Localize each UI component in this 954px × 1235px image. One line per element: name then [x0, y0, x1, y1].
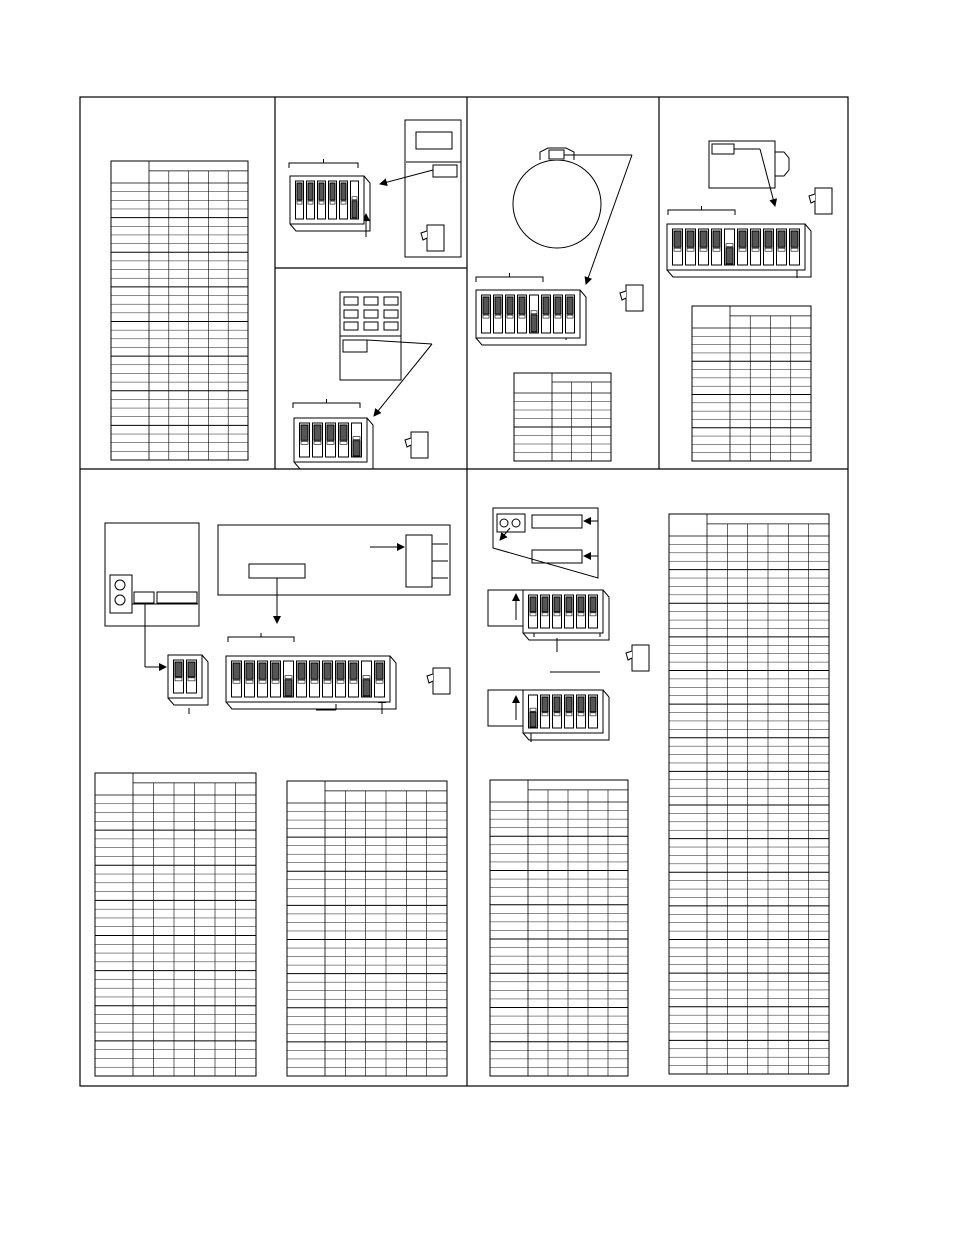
table-4 [95, 773, 256, 1076]
switch-lever-up [555, 297, 561, 314]
switch-lever-cap [590, 713, 596, 716]
remote-display-window [416, 132, 452, 149]
switch-lever-cap [507, 315, 513, 318]
switch-lever-cap [752, 248, 759, 251]
switch-lever-cap [246, 680, 253, 683]
box-remote-window [712, 144, 734, 154]
switch-lever-cap [341, 201, 346, 204]
jumper-br-pin-1 [500, 519, 508, 527]
keypad-key-6 [384, 310, 398, 318]
table-border [111, 161, 248, 460]
table-border [287, 781, 447, 1076]
board-right-connector [406, 535, 432, 587]
switch-lever-up [507, 297, 513, 314]
dip-switch-h [523, 690, 609, 740]
switch-lever-cap [376, 680, 383, 683]
switch-lever-cap [687, 248, 694, 251]
on-marker-tab [405, 438, 411, 447]
on-marker-g [626, 645, 649, 671]
switch-lever-up [542, 697, 548, 712]
switch-lever-up [590, 697, 596, 712]
on-marker-c [620, 285, 643, 311]
switch-lever-up [554, 597, 560, 612]
switch-lever-up [791, 231, 798, 247]
switch-lever-cap [674, 248, 681, 251]
switch-lever-cap [301, 441, 308, 444]
switch-lever-up [246, 663, 253, 679]
switch-lever-up [567, 297, 573, 314]
on-marker-tab [626, 651, 632, 660]
switch-lever-cap [543, 315, 549, 318]
switch-housing [476, 290, 580, 338]
switch-lever-cap [308, 201, 313, 204]
switch-lever-up [687, 231, 694, 247]
bracket-switch-d [668, 210, 735, 215]
switch-lever-up [340, 425, 347, 440]
jumper-pin-2 [115, 595, 125, 605]
switch-lever-up [713, 231, 720, 247]
switch-lever-up [566, 697, 572, 712]
switch-lever-cap [567, 315, 573, 318]
round-remote-body [513, 160, 601, 248]
switch-lever-down [352, 201, 357, 218]
arrow-to-switch-d [760, 149, 775, 206]
switch-lever-cap [314, 441, 321, 444]
switch-lever-cap [713, 248, 720, 251]
switch-lever-cap [298, 680, 305, 683]
dip-switch-b [294, 418, 373, 469]
switch-lever-cap [530, 613, 536, 616]
switch-lever-up [554, 697, 560, 712]
switch-lever-cap [363, 676, 370, 679]
switch-lever-cap [555, 315, 561, 318]
switch-lever-cap [311, 680, 318, 683]
dip-switch-d [667, 224, 811, 277]
switch-lever-cap [765, 248, 772, 251]
switch-lever-up [297, 183, 302, 200]
switch-lever-cap [531, 311, 537, 314]
on-marker-body [632, 645, 649, 671]
board-left-jumper [110, 575, 132, 613]
switch-lever-up [765, 231, 772, 247]
on-marker-body [626, 285, 643, 311]
switch-lever-up [700, 231, 707, 247]
table-border [514, 373, 611, 461]
remote-switch-access [433, 165, 457, 177]
switch-lever-up [327, 425, 334, 440]
switch-lever-up [301, 425, 308, 440]
bracket-top-center [289, 163, 358, 168]
board-right-switch-window [249, 564, 305, 578]
arrow-to-switch-a [380, 170, 433, 184]
switch-lever-up [376, 663, 383, 679]
board-br-jumper [497, 514, 525, 532]
on-marker-d [809, 188, 832, 214]
table-5 [287, 781, 447, 1076]
switch-lever-up [543, 297, 549, 314]
switch-lever-cap [566, 713, 572, 716]
switch-lever-cap [350, 680, 357, 683]
switch-lever-cap [791, 248, 798, 251]
switch-lever-cap [726, 244, 733, 247]
bracket-switch-c [476, 277, 543, 282]
switch-lever-cap [297, 201, 302, 204]
switch-lever-cap [578, 713, 584, 716]
switch-lever-cap [337, 680, 344, 683]
switch-lever-up [739, 231, 746, 247]
keypad-key-3 [384, 297, 398, 305]
switch-lever-cap [578, 613, 584, 616]
switch-lever-down [353, 441, 360, 456]
switch-lever-up [590, 597, 596, 612]
box-remote-knob [775, 152, 789, 176]
switch-lever-cap [554, 613, 560, 616]
switch-lever-cap [566, 613, 572, 616]
switch-lever-up [188, 662, 195, 677]
on-marker-tab [427, 674, 433, 683]
switch-lever-cap [259, 680, 266, 683]
table-border [692, 306, 811, 461]
keypad-switch-access [343, 340, 367, 352]
on-marker-b [405, 432, 428, 458]
board-br-switch-window-1 [532, 515, 582, 528]
keypad-key-8 [364, 322, 378, 330]
jumper-pin-1 [115, 580, 125, 590]
switch-lever-up [778, 231, 785, 247]
table-1 [111, 161, 248, 460]
switch-lever-cap [330, 201, 335, 204]
dip-switch-c [476, 290, 586, 345]
dip-switch-a [290, 176, 370, 231]
switch-lever-cap [188, 678, 195, 681]
keypad-key-9 [384, 322, 398, 330]
switch-lever-cap [352, 197, 357, 200]
switch-lever-cap [319, 201, 324, 204]
switch-lever-up [314, 425, 321, 440]
switch-lever-up [578, 597, 584, 612]
switch-lever-cap [340, 441, 347, 444]
on-marker-body [427, 225, 444, 251]
board-left-switch-long [157, 592, 197, 603]
on-marker-tab [809, 194, 815, 203]
switch-lever-down [530, 712, 536, 727]
switch-lever-cap [483, 315, 489, 318]
box-remote-body [709, 141, 775, 188]
switch-lever-up [308, 183, 313, 200]
switch-lever-up [330, 183, 335, 200]
switch-lever-cap [739, 248, 746, 251]
leader-keypad [367, 340, 432, 344]
table-border [95, 773, 256, 1076]
switch-lever-down [531, 315, 537, 332]
switch-lever-up [319, 183, 324, 200]
bracket-switch-f [228, 637, 294, 642]
switch-lever-up [272, 663, 279, 679]
on-marker-body [815, 188, 832, 214]
bracket-switch-b [293, 403, 360, 408]
switch-lever-up [324, 663, 331, 679]
switch-lever-cap [700, 248, 707, 251]
keypad-key-4 [344, 310, 358, 318]
switch-lever-down [363, 680, 370, 696]
switch-lever-up [259, 663, 266, 679]
switch-lever-up [530, 597, 536, 612]
table-border [490, 780, 628, 1076]
switch-lever-up [311, 663, 318, 679]
switch-lever-cap [272, 680, 279, 683]
keypad-key-2 [364, 297, 378, 305]
on-marker-tab [421, 231, 427, 240]
keypad-key-1 [344, 297, 358, 305]
switch-lever-down [285, 680, 292, 696]
switch-lever-up [341, 183, 346, 200]
switch-lever-up [483, 297, 489, 314]
switch-lever-up [233, 663, 240, 679]
table-3 [692, 306, 811, 461]
switch-lever-cap [353, 437, 360, 440]
on-marker-a [421, 225, 444, 251]
switch-lever-up [578, 697, 584, 712]
keypad-key-5 [364, 310, 378, 318]
switch-lever-cap [285, 676, 292, 679]
keypad-key-7 [344, 322, 358, 330]
switch-lever-down [726, 248, 733, 264]
table-6 [490, 780, 628, 1076]
switch-lever-cap [542, 613, 548, 616]
on-marker-body [433, 668, 450, 694]
arrow-to-jumper [500, 528, 510, 540]
switch-lever-up [350, 663, 357, 679]
switch-lever-up [337, 663, 344, 679]
board-left-switch-small [134, 592, 154, 603]
switch-lever-up [175, 662, 182, 677]
switch-lever-up [519, 297, 525, 314]
on-marker-tab [620, 291, 626, 300]
switch-lever-cap [327, 441, 334, 444]
table-7 [669, 514, 829, 1074]
dip-switch-g [523, 590, 609, 640]
dip-switch-e [168, 655, 208, 705]
switch-lever-cap [495, 315, 501, 318]
dip-switch-f [226, 656, 396, 709]
table-2 [514, 373, 611, 461]
board-br-card-lower [488, 690, 524, 726]
switch-lever-cap [324, 680, 331, 683]
on-marker-f [427, 668, 450, 694]
switch-lever-cap [233, 680, 240, 683]
switch-lever-up [298, 663, 305, 679]
switch-lever-up [674, 231, 681, 247]
switch-lever-up [495, 297, 501, 314]
switch-lever-cap [554, 713, 560, 716]
switch-lever-cap [590, 613, 596, 616]
switch-lever-cap [175, 678, 182, 681]
switch-lever-cap [542, 713, 548, 716]
switch-lever-up [566, 597, 572, 612]
switch-lever-cap [530, 708, 536, 711]
jumper-br-pin-2 [512, 519, 520, 527]
on-marker-body [411, 432, 428, 458]
board-br-card-upper [488, 590, 524, 626]
switch-lever-up [542, 597, 548, 612]
arrow-to-switch-c [586, 155, 632, 284]
switch-lever-cap [519, 315, 525, 318]
switch-lever-cap [778, 248, 785, 251]
switch-lever-up [752, 231, 759, 247]
